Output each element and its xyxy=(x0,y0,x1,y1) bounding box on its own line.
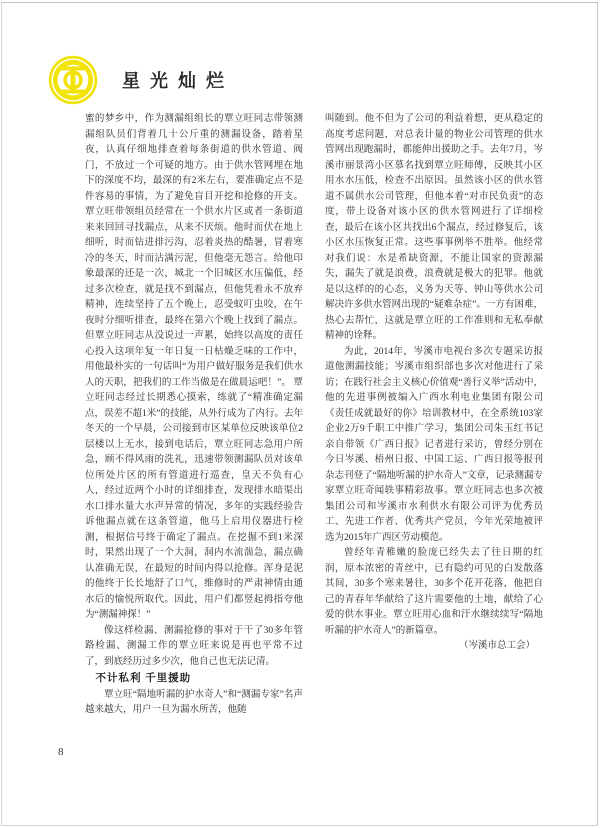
section-heading: 不计私利 千里援助 xyxy=(95,673,192,684)
left-column xyxy=(85,112,303,719)
paragraph: 叫随到。他不但为了公司的利益着想，更从稳定的高度考虑问题，对总表计量的物业公司管理的供水管网出现跑漏时，都能伸出援助之手。去年7月，岑溪市丽景湾小区慕名找到覃立旺师傅，反映其小区用水水压低，检查不出原因。虽然该小区的供水管道不属供水公司管理，但他本着“对市民负责”的态度，带上设备对该小区的供水管网进行了详细检查，最后在该小区共找出6个漏点，经过修复后，该小区水压恢复正常。这些事事例举不胜举。他经常对我们说：水是希缺资源，不能让国家的资源漏失，漏失了就是浪费，浪费就是极大的犯罪。他就是以这样的的心态，义务为天等、钟山等供水公司解决许多供水管网出现的“疑难杂症”。一方有困难，热心去帮忙，这就是覃立旺的工作准则和无私奉献精神的诠释。 xyxy=(325,114,543,341)
header-logo xyxy=(48,54,234,106)
trade-union-emblem-icon xyxy=(48,55,98,105)
logo-text: 星光灿烂 xyxy=(122,71,234,91)
paragraph: 为此，2014年，岑溪市电视台多次专题采访报道他测漏技能；岑溪市组织部也多次对他进行了采访；在践行社会主义核心价值观“善行义举”活动中，他的先进事例被编入广西水利电业集团有限公司《责任成就最好的你》培训教材中，在全系统103家企业2万9千职工中推广学习，集团公司朱玉红书记亲自带领《广西日报》记者进行采访，曾经分别在今日岑溪、梧州日报、中国工运、广西日报等报刊杂志刊登了“隔地听漏的护水奇人”文章，记录测漏专家覃立旺奇闻轶事精彩故事。覃立旺同志也多次被集团公司和岑溪市水利供水有限公司评为优秀员工、先进工作者、优秀共产党员，今年光荣地被评选为2015年广西区劳动模范。 xyxy=(325,346,543,543)
page-number: 8 xyxy=(58,746,64,758)
paragraph: 覃立旺“隔地听漏的护水奇人”和“测漏专家”名声越来越大，用户一旦为漏水所苦，他随 xyxy=(85,689,303,715)
paragraph: 曾经年青稚嫩的脸庞已经失去了往日期的红润，原本浓密的青丝中，已有隐约可见的白发散落其间，30多个寒来暑往，30多个花开花落，他把自己的青春年华献给了这片需要他的土地，献给了心爱的供水事业。覃立旺用心血和汗水继续续写“隔地听漏的护水奇人”的新篇章。 xyxy=(325,548,543,636)
article-body xyxy=(85,112,543,719)
right-column xyxy=(325,112,543,719)
paragraph: 像这样检漏、测漏抢修的事对于干了30多年管路检漏、测漏工作的覃立旺来说是再也平常不过了，到底经历过多少次，他自己也无法记清。 xyxy=(85,625,303,667)
byline: （岑溪市总工会） xyxy=(458,641,535,651)
paragraph: 蜜的梦乡中，作为测漏组组长的覃立旺同志带领测漏组队员们背着几十公斤重的测漏设备，踏着星夜，认真仔细地排查着每条街道的供水管道、阀门，不放过一个可疑的地方。由于供水管网埋在地下的深度不均，最深的有2米左右，要准确定点不是件容易的事情，为了避免盲目开挖和抢修的开支。覃立旺带领组员经常在一个供水片区或者一条街道来来回回寻找漏点，从来不厌烦。他时而伏在地上细听，时而钻进排污沟，忍着炎热的酷暑，冒着寒冷的冬天，时而沾满污泥，但他毫无怨言。给他印象最深的还是一次，城北一个旧城区水压偏低，经过多次检查，就是找不到漏点，但他凭着永不放弃精神，连续坚持了五个晚上，忍受蚊叮虫咬，在午夜时分细听排查，最终在第六个晚上找到了漏点。但覃立旺同志从没说过一声累，始终以高度的责任心投入这项年复一年日复一日枯燥乏味的工作中，用他最朴实的一句话叫“为用户做好服务是我们供水人的天职，把我们的工作当做是在做晨运吧！”。 覃立旺同志经过长期悉心摸索，练就了“精准确定漏点，误差不超1米”的技能，从外行成为了内行。去年冬天的一个早晨，公司接到市区某单位反映该单位2层楼以上无水，接到电话后，覃立旺同志急用户所急，顾不得风雨的洗礼，迅速带领测漏队员对该单位所处片区的所有管道进行巡查，皇天不负有心人，经过近两个小时的详细排查，发现排水暗渠出水口排水量大水声异常的情况，多年的实践经验告诉他漏点就在这条管道，他马上启用仪器进行检测，根据信号终于确定了漏点。在挖掘不到1米深时，果然出现了一个大洞，洞内水流湍急，漏点确认准确无误，在最短的时间内得以抢修。浑身是泥的他终于长长地舒了口气，维修时的严肃神情由通水后的愉悦所取代。因此，用户们都竖起拇指夸他为“测漏神探！” xyxy=(85,114,303,620)
